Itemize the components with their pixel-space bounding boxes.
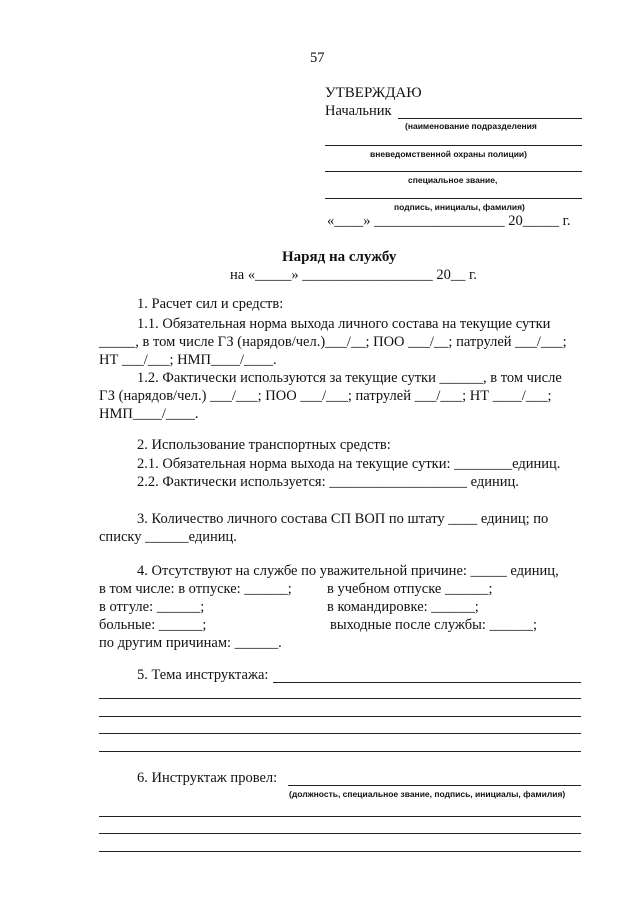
briefing-officer-caption: (должность, специальное звание, подпись, инициалы, фамилия) xyxy=(289,789,566,799)
section-4-line-1: 4. Отсутствуют на службе по уважительной причине: _____ единиц, xyxy=(137,563,559,579)
absent-study-leave: в учебном отпуске ______; xyxy=(327,581,493,597)
briefing-notes-line-1 xyxy=(99,816,581,817)
absent-day-off: в отгуле: ______; xyxy=(99,599,205,615)
section-1-heading: 1. Расчет сил и средств: xyxy=(137,296,284,312)
approve-line-4 xyxy=(325,198,582,199)
briefing-officer-line xyxy=(288,785,581,786)
chief-name-line xyxy=(398,118,582,119)
section-2-line-2: 2.2. Фактически используется: ___________________ единиц. xyxy=(137,474,519,490)
approve-caption-unit: (наименование подразделения xyxy=(405,121,537,131)
absent-sick: больные: ______; xyxy=(99,617,207,633)
chief-label: Начальник xyxy=(325,103,392,119)
approve-caption-service: вневедомственной охраны полиции) xyxy=(370,149,527,159)
absent-vacation: в том числе: в отпуске: ______; xyxy=(99,581,292,597)
briefing-topic-line-5 xyxy=(99,751,581,752)
briefing-topic-line-2 xyxy=(99,698,581,699)
approve-caption-rank: специальное звание, xyxy=(408,175,498,185)
briefing-topic-line-4 xyxy=(99,733,581,734)
briefing-topic-line-3 xyxy=(99,716,581,717)
approve-date-line: «____» __________________ 20_____ г. xyxy=(327,213,571,229)
section-3-line-1: 3. Количество личного состава СП ВОП по штату ____ единиц; по xyxy=(137,511,549,527)
absent-other: по другим причинам: ______. xyxy=(99,635,282,651)
absent-after-duty: выходные после службы: ______; xyxy=(330,617,538,633)
approve-line-2 xyxy=(325,145,582,146)
section-3-line-2: списку ______единиц. xyxy=(99,529,237,545)
section-1-line-3: НТ ___/___; НМП____/____. xyxy=(99,352,277,368)
section-1-line-5: ГЗ (нарядов/чел.) ___/___; ПОО ___/___; патрулей ___/___; НТ ____/___; xyxy=(99,388,552,404)
approve-line-3 xyxy=(325,171,582,172)
page-number: 57 xyxy=(310,50,325,66)
section-2-heading: 2. Использование транспортных средств: xyxy=(137,437,391,453)
section-5-heading: 5. Тема инструктажа: xyxy=(137,667,269,683)
section-1-line-2: _____, в том числе ГЗ (нарядов/чел.)___/__; ПОО ___/__; патрулей ___/___; xyxy=(99,334,567,350)
section-6-heading: 6. Инструктаж провел: xyxy=(137,770,278,786)
section-1-line-6: НМП____/____. xyxy=(99,406,199,422)
absent-business-trip: в командировке: ______; xyxy=(327,599,479,615)
briefing-notes-line-2 xyxy=(99,833,581,834)
approve-heading: УТВЕРЖДАЮ xyxy=(325,85,422,101)
approve-caption-signature: подпись, инициалы, фамилия) xyxy=(394,202,525,212)
section-2-line-1: 2.1. Обязательная норма выхода на текущие сутки: ________единиц. xyxy=(137,456,561,472)
briefing-notes-line-3 xyxy=(99,851,581,852)
section-1-line-1: 1.1. Обязательная норма выхода личного состава на текущие сутки xyxy=(137,316,551,332)
section-1-line-4: 1.2. Фактически используются за текущие сутки ______, в том числе xyxy=(137,370,562,386)
document-title: Наряд на службу xyxy=(282,249,397,265)
briefing-topic-line-1 xyxy=(273,682,581,683)
title-date-line: на «_____» __________________ 20__ г. xyxy=(230,267,477,283)
